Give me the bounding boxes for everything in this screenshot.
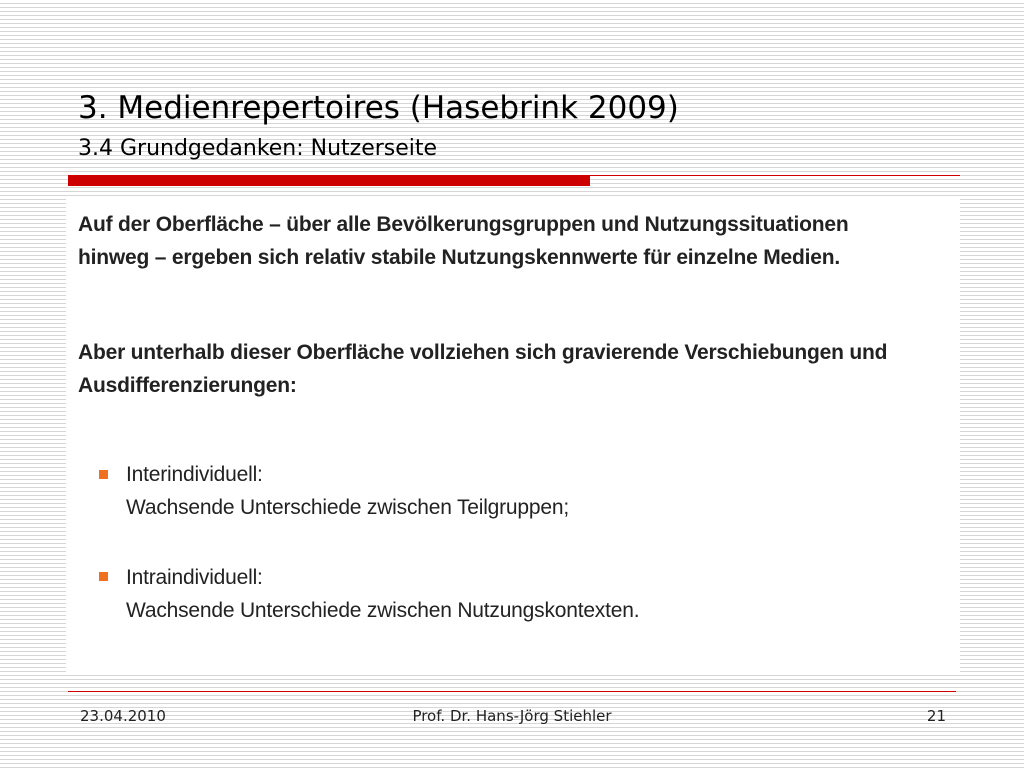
title-accent-bar [68,175,590,186]
square-bullet-icon [99,470,108,479]
bullet-description: Wachsende Unterschiede zwischen Nutzungskontexten. [126,599,640,622]
content-image-panel [66,196,960,672]
paragraph-line: hinweg – ergeben sich relativ stabile Nutzungskennwerte für einzelne Medien. [78,246,840,269]
title-accent-line [590,175,960,176]
bullet-heading: Intraindividuell: [126,566,263,589]
bullet-description: Wachsende Unterschiede zwischen Teilgruppen; [126,496,569,519]
square-bullet-icon [99,572,108,581]
slide-title: 3. Medienrepertoires (Hasebrink 2009) [78,90,679,126]
bullet-item-interindividual [126,458,569,524]
slide-number: 21 [926,707,946,725]
footer-date: 23.04.2010 [80,707,166,725]
paragraph-beneath-surface [78,336,887,402]
paragraph-surface [78,208,848,274]
slide-subtitle: 3.4 Grundgedanken: Nutzerseite [78,136,438,161]
footer-divider [68,691,956,692]
paragraph-line: Aber unterhalb dieser Oberfläche vollziehen sich gravierende Verschiebungen und [78,341,888,364]
paragraph-line: Auf der Oberfläche – über alle Bevölkerungsgruppen und Nutzungssituationen [78,213,849,236]
footer-author: Prof. Dr. Hans-Jörg Stiehler [412,707,612,725]
bullet-item-intraindividual [126,561,639,627]
paragraph-line: Ausdifferenzierungen: [78,374,297,397]
bullet-heading: Interindividuell: [126,463,263,486]
